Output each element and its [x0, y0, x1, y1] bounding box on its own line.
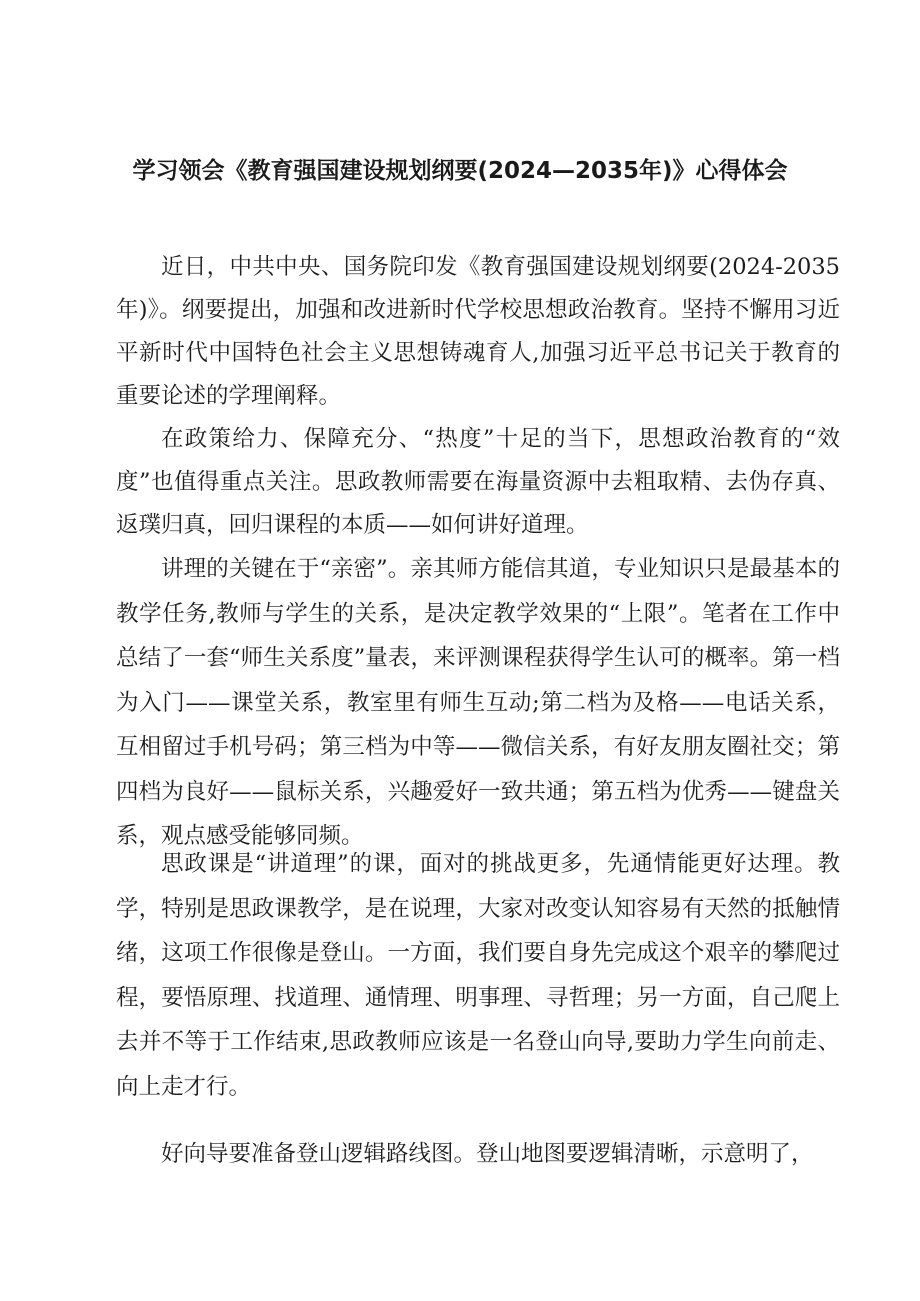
paragraph-1: 近日，中共中央、国务院印发《教育强国建设规划纲要(2024-2035年)》。纲要提出，加强和改进新时代学校思想政治教育。坚持不懈用习近平新时代中国特色社会主义思想铸魂育人,加强习近平总书记关于教育的重要论述的学理阐释。 — [116, 254, 840, 409]
document-title: 学习领会《教育强国建设规划纲要(2024—2035年)》心得体会 — [132, 158, 788, 184]
paragraph-4: 思政课是“讲道理”的课，面对的挑战更多，先通情能更好达理。教学，特别是思政课教学，是在说理，大家对改变认知容易有天然的抵触情绪，这项工作很像是登山。一方面，我们要自身先完成这个艰辛的攀爬过程，要悟原理、找道理、通情理、明事理、寻哲理；另一方面，自己爬上去并不等于工作结束,思政教师应该是一名登山向导,要助力学生向前走、向上走才行。 — [116, 851, 840, 1100]
paragraph-3: 讲理的关键在于“亲密”。亲其师方能信其道，专业知识只是最基本的教学任务,教师与学生的关系，是决定教学效果的“上限”。笔者在工作中总结了一套“师生关系度”量表，来评测课程获得学生认可的概率。第一档为入门——课堂关系，教室里有师生互动;第二档为及格——电话关系，互相留过手机号码；第三档为中等——微信关系，有好友朋友圈社交；第四档为良好——鼠标关系，兴趣爱好一致共通；第五档为优秀——键盘关系，观点感受能够同频。 — [116, 556, 840, 849]
paragraph-2: 在政策给力、保障充分、“热度”十足的当下，思想政治教育的“效度”也值得重点关注。思政教师需要在海量资源中去粗取精、去伪存真、返璞归真，回归课程的本质——如何讲好道理。 — [116, 426, 840, 538]
paragraph-5: 好向导要准备登山逻辑路线图。登山地图要逻辑清晰，示意明了， — [161, 1141, 814, 1167]
